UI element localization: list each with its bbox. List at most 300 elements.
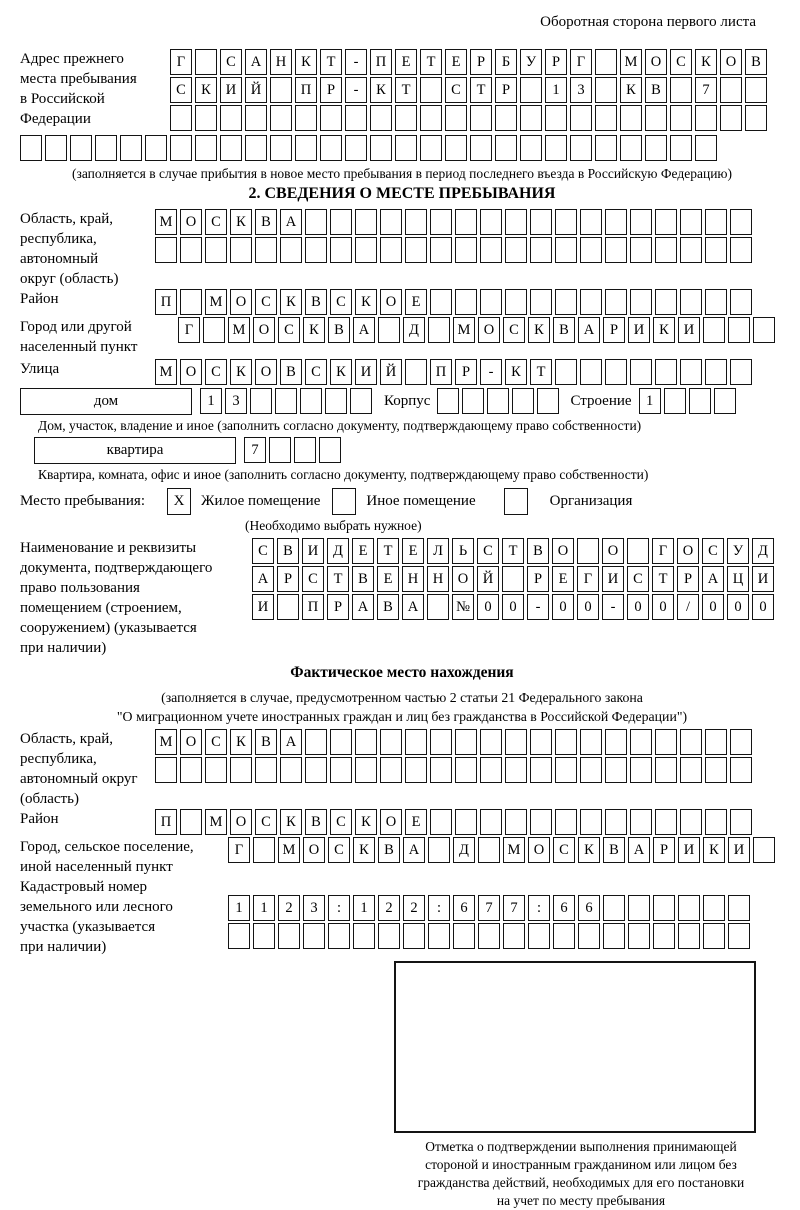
char-cell[interactable]: Р bbox=[653, 837, 675, 863]
char-cell[interactable]: А bbox=[280, 209, 302, 235]
char-cell[interactable] bbox=[753, 317, 775, 343]
char-cell[interactable]: К bbox=[370, 77, 392, 103]
char-cell[interactable] bbox=[320, 135, 342, 161]
char-cell[interactable] bbox=[512, 388, 534, 414]
char-cell[interactable]: О bbox=[645, 49, 667, 75]
char-cell[interactable]: К bbox=[230, 209, 252, 235]
char-cell[interactable] bbox=[620, 105, 642, 131]
char-cell[interactable] bbox=[580, 757, 602, 783]
char-cell[interactable]: С bbox=[670, 49, 692, 75]
char-cell[interactable] bbox=[325, 388, 347, 414]
char-cell[interactable] bbox=[678, 895, 700, 921]
char-cell[interactable]: № bbox=[452, 594, 474, 620]
char-cell[interactable]: В bbox=[378, 837, 400, 863]
char-cell[interactable] bbox=[630, 757, 652, 783]
char-cell[interactable]: К bbox=[353, 837, 375, 863]
char-cell[interactable] bbox=[180, 809, 202, 835]
char-cell[interactable] bbox=[595, 135, 617, 161]
char-cell[interactable]: К bbox=[695, 49, 717, 75]
char-cell[interactable]: О bbox=[720, 49, 742, 75]
char-cell[interactable]: Д bbox=[752, 538, 774, 564]
char-cell[interactable] bbox=[680, 359, 702, 385]
char-cell[interactable] bbox=[628, 923, 650, 949]
char-cell[interactable]: С bbox=[205, 209, 227, 235]
char-cell[interactable] bbox=[430, 757, 452, 783]
char-cell[interactable] bbox=[428, 923, 450, 949]
char-cell[interactable]: 6 bbox=[578, 895, 600, 921]
char-cell[interactable]: : bbox=[328, 895, 350, 921]
char-cell[interactable]: К bbox=[528, 317, 550, 343]
char-cell[interactable]: А bbox=[353, 317, 375, 343]
char-cell[interactable]: М bbox=[155, 359, 177, 385]
char-cell[interactable] bbox=[480, 289, 502, 315]
char-cell[interactable] bbox=[728, 923, 750, 949]
char-cell[interactable] bbox=[520, 105, 542, 131]
char-cell[interactable]: Р bbox=[495, 77, 517, 103]
char-cell[interactable] bbox=[430, 237, 452, 263]
char-cell[interactable] bbox=[578, 923, 600, 949]
char-cell[interactable]: 1 bbox=[353, 895, 375, 921]
char-cell[interactable]: Е bbox=[405, 809, 427, 835]
char-cell[interactable] bbox=[580, 809, 602, 835]
char-cell[interactable]: Н bbox=[270, 49, 292, 75]
char-cell[interactable] bbox=[505, 809, 527, 835]
char-cell[interactable] bbox=[455, 209, 477, 235]
char-cell[interactable]: И bbox=[252, 594, 274, 620]
char-cell[interactable]: А bbox=[702, 566, 724, 592]
char-cell[interactable] bbox=[653, 895, 675, 921]
char-cell[interactable] bbox=[278, 923, 300, 949]
char-cell[interactable]: Д bbox=[403, 317, 425, 343]
char-cell[interactable] bbox=[455, 289, 477, 315]
char-cell[interactable] bbox=[420, 105, 442, 131]
char-cell[interactable]: К bbox=[230, 729, 252, 755]
char-cell[interactable]: О bbox=[528, 837, 550, 863]
char-cell[interactable] bbox=[220, 105, 242, 131]
char-cell[interactable] bbox=[470, 105, 492, 131]
char-cell[interactable]: С bbox=[252, 538, 274, 564]
char-cell[interactable]: 0 bbox=[627, 594, 649, 620]
char-cell[interactable]: С bbox=[255, 289, 277, 315]
dom-type-box[interactable]: дом bbox=[20, 388, 192, 415]
char-cell[interactable] bbox=[427, 594, 449, 620]
char-cell[interactable]: В bbox=[527, 538, 549, 564]
char-cell[interactable] bbox=[303, 923, 325, 949]
char-cell[interactable] bbox=[353, 923, 375, 949]
char-cell[interactable] bbox=[720, 105, 742, 131]
char-cell[interactable] bbox=[664, 388, 686, 414]
char-cell[interactable] bbox=[530, 237, 552, 263]
char-cell[interactable] bbox=[603, 923, 625, 949]
char-cell[interactable] bbox=[330, 209, 352, 235]
char-cell[interactable]: С bbox=[255, 809, 277, 835]
char-cell[interactable] bbox=[705, 757, 727, 783]
char-cell[interactable] bbox=[605, 237, 627, 263]
char-cell[interactable]: Р bbox=[677, 566, 699, 592]
char-cell[interactable] bbox=[580, 289, 602, 315]
char-cell[interactable] bbox=[555, 729, 577, 755]
char-cell[interactable] bbox=[570, 135, 592, 161]
char-cell[interactable]: К bbox=[280, 809, 302, 835]
char-cell[interactable]: М bbox=[155, 209, 177, 235]
char-cell[interactable]: В bbox=[305, 809, 327, 835]
char-cell[interactable]: - bbox=[345, 49, 367, 75]
char-cell[interactable]: Д bbox=[453, 837, 475, 863]
char-cell[interactable]: Т bbox=[652, 566, 674, 592]
char-cell[interactable] bbox=[170, 105, 192, 131]
char-cell[interactable]: Е bbox=[402, 538, 424, 564]
char-cell[interactable]: А bbox=[252, 566, 274, 592]
char-cell[interactable]: 0 bbox=[477, 594, 499, 620]
char-cell[interactable]: О bbox=[380, 809, 402, 835]
char-cell[interactable] bbox=[319, 437, 341, 463]
char-cell[interactable]: М bbox=[228, 317, 250, 343]
char-cell[interactable]: К bbox=[355, 809, 377, 835]
char-cell[interactable]: Т bbox=[327, 566, 349, 592]
char-cell[interactable] bbox=[728, 317, 750, 343]
char-cell[interactable] bbox=[530, 809, 552, 835]
char-cell[interactable] bbox=[180, 757, 202, 783]
char-cell[interactable]: - bbox=[345, 77, 367, 103]
char-cell[interactable]: О bbox=[677, 538, 699, 564]
char-cell[interactable]: К bbox=[355, 289, 377, 315]
char-cell[interactable]: Р bbox=[545, 49, 567, 75]
char-cell[interactable]: М bbox=[503, 837, 525, 863]
char-cell[interactable]: 0 bbox=[502, 594, 524, 620]
char-cell[interactable] bbox=[330, 237, 352, 263]
char-cell[interactable]: - bbox=[480, 359, 502, 385]
char-cell[interactable]: 1 bbox=[545, 77, 567, 103]
char-cell[interactable]: Е bbox=[405, 289, 427, 315]
char-cell[interactable] bbox=[330, 729, 352, 755]
char-cell[interactable]: А bbox=[628, 837, 650, 863]
char-cell[interactable] bbox=[730, 289, 752, 315]
char-cell[interactable]: И bbox=[678, 837, 700, 863]
char-cell[interactable] bbox=[480, 237, 502, 263]
char-cell[interactable] bbox=[555, 209, 577, 235]
char-cell[interactable]: П bbox=[155, 809, 177, 835]
char-cell[interactable]: Т bbox=[420, 49, 442, 75]
char-cell[interactable]: С bbox=[220, 49, 242, 75]
char-cell[interactable]: С bbox=[503, 317, 525, 343]
char-cell[interactable]: Р bbox=[603, 317, 625, 343]
char-cell[interactable]: Е bbox=[377, 566, 399, 592]
char-cell[interactable]: В bbox=[280, 359, 302, 385]
char-cell[interactable] bbox=[580, 359, 602, 385]
char-cell[interactable] bbox=[655, 237, 677, 263]
char-cell[interactable]: Г bbox=[577, 566, 599, 592]
char-cell[interactable] bbox=[555, 359, 577, 385]
char-cell[interactable] bbox=[645, 135, 667, 161]
char-cell[interactable] bbox=[645, 105, 667, 131]
char-cell[interactable] bbox=[603, 895, 625, 921]
char-cell[interactable]: О bbox=[230, 289, 252, 315]
char-cell[interactable]: В bbox=[277, 538, 299, 564]
char-cell[interactable]: Т bbox=[470, 77, 492, 103]
char-cell[interactable]: С bbox=[205, 359, 227, 385]
char-cell[interactable] bbox=[305, 209, 327, 235]
char-cell[interactable] bbox=[20, 135, 42, 161]
char-cell[interactable] bbox=[670, 105, 692, 131]
char-cell[interactable]: В bbox=[645, 77, 667, 103]
char-cell[interactable] bbox=[703, 317, 725, 343]
char-cell[interactable]: К bbox=[230, 359, 252, 385]
char-cell[interactable]: О bbox=[255, 359, 277, 385]
char-cell[interactable] bbox=[180, 237, 202, 263]
char-cell[interactable]: К bbox=[195, 77, 217, 103]
char-cell[interactable] bbox=[689, 388, 711, 414]
char-cell[interactable] bbox=[230, 237, 252, 263]
char-cell[interactable]: С bbox=[702, 538, 724, 564]
char-cell[interactable] bbox=[380, 757, 402, 783]
char-cell[interactable]: С bbox=[302, 566, 324, 592]
char-cell[interactable]: А bbox=[245, 49, 267, 75]
char-cell[interactable] bbox=[345, 105, 367, 131]
char-cell[interactable] bbox=[478, 837, 500, 863]
char-cell[interactable] bbox=[505, 289, 527, 315]
char-cell[interactable]: 2 bbox=[403, 895, 425, 921]
char-cell[interactable] bbox=[678, 923, 700, 949]
char-cell[interactable] bbox=[270, 77, 292, 103]
char-cell[interactable]: 1 bbox=[639, 388, 661, 414]
char-cell[interactable]: К bbox=[703, 837, 725, 863]
char-cell[interactable] bbox=[655, 809, 677, 835]
char-cell[interactable]: 2 bbox=[278, 895, 300, 921]
char-cell[interactable]: П bbox=[155, 289, 177, 315]
char-cell[interactable] bbox=[405, 757, 427, 783]
char-cell[interactable] bbox=[180, 289, 202, 315]
char-cell[interactable]: К bbox=[295, 49, 317, 75]
char-cell[interactable] bbox=[430, 289, 452, 315]
char-cell[interactable] bbox=[405, 359, 427, 385]
char-cell[interactable] bbox=[405, 729, 427, 755]
char-cell[interactable] bbox=[503, 923, 525, 949]
char-cell[interactable]: С bbox=[445, 77, 467, 103]
char-cell[interactable]: В bbox=[255, 729, 277, 755]
char-cell[interactable] bbox=[395, 135, 417, 161]
char-cell[interactable]: 1 bbox=[200, 388, 222, 414]
char-cell[interactable] bbox=[705, 209, 727, 235]
char-cell[interactable]: С bbox=[205, 729, 227, 755]
char-cell[interactable]: О bbox=[253, 317, 275, 343]
char-cell[interactable] bbox=[275, 388, 297, 414]
char-cell[interactable]: К bbox=[620, 77, 642, 103]
char-cell[interactable]: П bbox=[302, 594, 324, 620]
char-cell[interactable] bbox=[45, 135, 67, 161]
char-cell[interactable] bbox=[305, 729, 327, 755]
char-cell[interactable] bbox=[455, 237, 477, 263]
char-cell[interactable] bbox=[245, 135, 267, 161]
char-cell[interactable] bbox=[655, 209, 677, 235]
char-cell[interactable] bbox=[570, 105, 592, 131]
char-cell[interactable] bbox=[730, 209, 752, 235]
char-cell[interactable] bbox=[605, 359, 627, 385]
char-cell[interactable]: Г bbox=[178, 317, 200, 343]
char-cell[interactable]: О bbox=[303, 837, 325, 863]
char-cell[interactable]: И bbox=[752, 566, 774, 592]
char-cell[interactable]: : bbox=[428, 895, 450, 921]
char-cell[interactable] bbox=[630, 809, 652, 835]
char-cell[interactable]: Е bbox=[352, 538, 374, 564]
char-cell[interactable]: Т bbox=[502, 538, 524, 564]
char-cell[interactable] bbox=[70, 135, 92, 161]
char-cell[interactable] bbox=[294, 437, 316, 463]
char-cell[interactable] bbox=[295, 105, 317, 131]
char-cell[interactable] bbox=[230, 757, 252, 783]
char-cell[interactable] bbox=[120, 135, 142, 161]
char-cell[interactable] bbox=[730, 237, 752, 263]
char-cell[interactable] bbox=[670, 77, 692, 103]
char-cell[interactable] bbox=[462, 388, 484, 414]
char-cell[interactable]: К bbox=[505, 359, 527, 385]
char-cell[interactable]: А bbox=[352, 594, 374, 620]
char-cell[interactable] bbox=[705, 359, 727, 385]
char-cell[interactable]: И bbox=[302, 538, 324, 564]
char-cell[interactable] bbox=[528, 923, 550, 949]
char-cell[interactable]: 6 bbox=[453, 895, 475, 921]
char-cell[interactable] bbox=[145, 135, 167, 161]
char-cell[interactable] bbox=[595, 49, 617, 75]
char-cell[interactable] bbox=[628, 895, 650, 921]
char-cell[interactable] bbox=[695, 105, 717, 131]
char-cell[interactable]: Т bbox=[377, 538, 399, 564]
char-cell[interactable] bbox=[505, 757, 527, 783]
char-cell[interactable]: 3 bbox=[303, 895, 325, 921]
char-cell[interactable] bbox=[605, 729, 627, 755]
char-cell[interactable]: В bbox=[305, 289, 327, 315]
char-cell[interactable] bbox=[605, 209, 627, 235]
char-cell[interactable]: И bbox=[602, 566, 624, 592]
char-cell[interactable]: П bbox=[295, 77, 317, 103]
char-cell[interactable] bbox=[655, 289, 677, 315]
char-cell[interactable] bbox=[280, 757, 302, 783]
char-cell[interactable] bbox=[520, 77, 542, 103]
char-cell[interactable] bbox=[380, 209, 402, 235]
char-cell[interactable]: Г bbox=[228, 837, 250, 863]
char-cell[interactable] bbox=[595, 105, 617, 131]
char-cell[interactable] bbox=[530, 757, 552, 783]
char-cell[interactable]: Й bbox=[245, 77, 267, 103]
char-cell[interactable] bbox=[305, 237, 327, 263]
char-cell[interactable] bbox=[728, 895, 750, 921]
char-cell[interactable]: К bbox=[280, 289, 302, 315]
char-cell[interactable]: О bbox=[180, 209, 202, 235]
char-cell[interactable] bbox=[350, 388, 372, 414]
char-cell[interactable] bbox=[655, 359, 677, 385]
char-cell[interactable]: П bbox=[430, 359, 452, 385]
char-cell[interactable] bbox=[730, 757, 752, 783]
char-cell[interactable]: В bbox=[255, 209, 277, 235]
char-cell[interactable]: - bbox=[527, 594, 549, 620]
char-cell[interactable] bbox=[630, 209, 652, 235]
char-cell[interactable]: В bbox=[377, 594, 399, 620]
char-cell[interactable] bbox=[753, 837, 775, 863]
char-cell[interactable] bbox=[445, 105, 467, 131]
char-cell[interactable]: 3 bbox=[225, 388, 247, 414]
char-cell[interactable]: Т bbox=[320, 49, 342, 75]
char-cell[interactable]: М bbox=[278, 837, 300, 863]
char-cell[interactable]: Е bbox=[445, 49, 467, 75]
char-cell[interactable] bbox=[487, 388, 509, 414]
char-cell[interactable] bbox=[270, 105, 292, 131]
char-cell[interactable] bbox=[555, 809, 577, 835]
char-cell[interactable] bbox=[453, 923, 475, 949]
char-cell[interactable]: 7 bbox=[695, 77, 717, 103]
char-cell[interactable]: Н bbox=[427, 566, 449, 592]
char-cell[interactable]: Т bbox=[395, 77, 417, 103]
char-cell[interactable]: Е bbox=[395, 49, 417, 75]
org-checkbox[interactable] bbox=[504, 488, 528, 515]
char-cell[interactable] bbox=[195, 105, 217, 131]
char-cell[interactable]: А bbox=[280, 729, 302, 755]
char-cell[interactable]: 0 bbox=[752, 594, 774, 620]
char-cell[interactable] bbox=[228, 923, 250, 949]
char-cell[interactable] bbox=[430, 729, 452, 755]
char-cell[interactable]: М bbox=[205, 809, 227, 835]
char-cell[interactable] bbox=[745, 105, 767, 131]
char-cell[interactable] bbox=[220, 135, 242, 161]
char-cell[interactable] bbox=[605, 289, 627, 315]
char-cell[interactable] bbox=[555, 757, 577, 783]
char-cell[interactable] bbox=[730, 809, 752, 835]
char-cell[interactable]: 2 bbox=[378, 895, 400, 921]
char-cell[interactable] bbox=[403, 923, 425, 949]
char-cell[interactable] bbox=[428, 837, 450, 863]
char-cell[interactable]: С bbox=[477, 538, 499, 564]
char-cell[interactable]: А bbox=[578, 317, 600, 343]
char-cell[interactable] bbox=[680, 289, 702, 315]
char-cell[interactable]: У bbox=[727, 538, 749, 564]
char-cell[interactable]: / bbox=[677, 594, 699, 620]
char-cell[interactable]: 0 bbox=[652, 594, 674, 620]
char-cell[interactable]: 1 bbox=[253, 895, 275, 921]
char-cell[interactable]: Л bbox=[427, 538, 449, 564]
char-cell[interactable] bbox=[505, 237, 527, 263]
char-cell[interactable]: К bbox=[303, 317, 325, 343]
char-cell[interactable] bbox=[280, 237, 302, 263]
char-cell[interactable] bbox=[380, 237, 402, 263]
char-cell[interactable]: С bbox=[305, 359, 327, 385]
char-cell[interactable] bbox=[577, 538, 599, 564]
char-cell[interactable] bbox=[345, 135, 367, 161]
char-cell[interactable] bbox=[455, 757, 477, 783]
char-cell[interactable]: Д bbox=[327, 538, 349, 564]
char-cell[interactable] bbox=[605, 757, 627, 783]
char-cell[interactable]: 7 bbox=[503, 895, 525, 921]
char-cell[interactable] bbox=[705, 289, 727, 315]
char-cell[interactable]: О bbox=[380, 289, 402, 315]
char-cell[interactable] bbox=[730, 359, 752, 385]
char-cell[interactable] bbox=[305, 757, 327, 783]
char-cell[interactable]: 0 bbox=[577, 594, 599, 620]
char-cell[interactable] bbox=[670, 135, 692, 161]
char-cell[interactable] bbox=[680, 757, 702, 783]
char-cell[interactable]: О bbox=[552, 538, 574, 564]
char-cell[interactable]: Н bbox=[402, 566, 424, 592]
char-cell[interactable]: Г bbox=[652, 538, 674, 564]
char-cell[interactable] bbox=[470, 135, 492, 161]
char-cell[interactable]: И bbox=[728, 837, 750, 863]
char-cell[interactable] bbox=[630, 237, 652, 263]
char-cell[interactable] bbox=[480, 209, 502, 235]
char-cell[interactable]: : bbox=[528, 895, 550, 921]
char-cell[interactable]: Е bbox=[552, 566, 574, 592]
char-cell[interactable] bbox=[250, 388, 272, 414]
char-cell[interactable]: В bbox=[352, 566, 374, 592]
char-cell[interactable] bbox=[680, 209, 702, 235]
char-cell[interactable] bbox=[330, 757, 352, 783]
char-cell[interactable] bbox=[630, 729, 652, 755]
